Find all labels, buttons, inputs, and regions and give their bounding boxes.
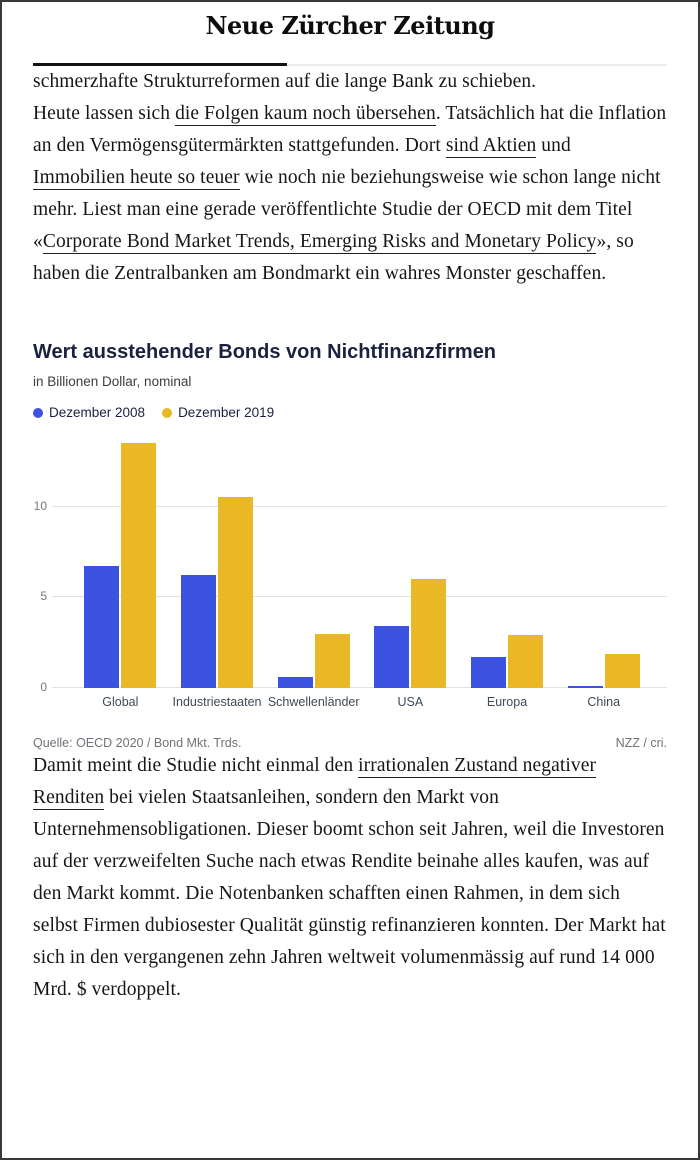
chart-title: Wert ausstehender Bonds von Nichtfinanzfirmen <box>33 341 497 363</box>
chart-source-row <box>33 736 667 750</box>
reading-progress-fill <box>33 63 287 66</box>
bar <box>315 634 350 688</box>
x-category-label: USA <box>397 695 424 709</box>
reading-progress-track <box>33 64 667 66</box>
chart-source: Quelle: OECD 2020 / Bond Mkt. Trds. <box>33 736 242 750</box>
bar <box>181 575 216 688</box>
bar-groups <box>72 433 652 688</box>
bar-group-europa <box>459 433 556 688</box>
paragraph <box>33 750 667 1006</box>
text-run: bei vielen Staatsanleihen, sondern den Markt von Unternehmensobligationen. Dieser boomt schon seit Jahren, weil die Investoren auf der verzweifelten Suche nach etwas Rendite beinahe alles kaufen, was auf den Markt kommt. Die Notenbanken schafften einen Rahmen, in dem sich selbst Firmen dubiosester Qualität günstig refinanzieren konnten. Der Markt hat sich in den vergangenen zehn Jahren weltweit volumenmässig auf rund 14 000 Mrd. $ verdoppelt. <box>33 787 666 1000</box>
legend-dot-icon <box>33 408 43 418</box>
legend-label: Dezember 2019 <box>178 405 275 420</box>
bar <box>218 497 253 688</box>
y-tick-label: 0 <box>40 680 47 694</box>
inline-link[interactable]: die Folgen kaum noch übersehen <box>175 103 436 124</box>
chart-credit: NZZ / cri. <box>615 736 667 750</box>
bar <box>605 654 640 688</box>
chart-subtitle: in Billionen Dollar, nominal <box>33 374 192 389</box>
bond-chart <box>33 340 667 750</box>
inline-link[interactable]: Corporate Bond Market Trends, Emerging Risks and Monetary Policy <box>42 231 597 252</box>
y-tick-label: 10 <box>33 498 47 513</box>
bar <box>471 657 506 688</box>
legend-item <box>162 405 274 420</box>
text-run: und <box>536 135 571 156</box>
paragraph <box>33 66 667 98</box>
inline-link[interactable]: irrationalen Zustand negativer Renditen <box>33 755 597 808</box>
legend-dot-icon <box>162 408 172 418</box>
nzz-masthead-logo[interactable]: Neue Zürcher Zeitung <box>205 11 495 40</box>
text-run: schmerzhafte Strukturreformen auf die lange Bank zu schieben. <box>33 71 537 92</box>
bar-group-schwellenländer <box>265 433 362 688</box>
x-category-label: China <box>587 695 621 709</box>
bar-group-china <box>555 433 652 688</box>
inline-link[interactable]: sind Aktien <box>445 135 537 156</box>
legend-item <box>33 405 145 420</box>
bar <box>411 579 446 688</box>
page-header <box>33 2 667 66</box>
article-body <box>33 66 667 1006</box>
bar <box>121 443 156 688</box>
paragraph <box>33 98 667 290</box>
text-run: . Tatsächlich hat die Inflation an den Vermögensgütermärkten stattgefunden. Dort <box>33 103 667 156</box>
x-category-label: Schwellenländer <box>267 695 360 709</box>
bar <box>374 626 409 688</box>
x-category-label: Industriestaaten <box>172 695 262 709</box>
text-run: », so haben die Zentralbanken am Bondmarkt ein wahres Monster geschaffen. <box>33 231 634 284</box>
bar-group-industriestaaten <box>169 433 266 688</box>
chart-legend <box>33 405 667 420</box>
bar <box>278 677 313 688</box>
text-run: wie noch nie beziehungsweise wie schon lange nicht mehr. Liest man eine gerade veröffentlichte Studie der OECD mit dem Titel « <box>33 167 661 252</box>
inline-link[interactable]: Immobilien heute so teuer <box>33 167 240 188</box>
legend-label: Dezember 2008 <box>49 405 146 420</box>
x-category-label: Global <box>102 695 139 709</box>
chart-x-axis-labels <box>72 695 652 709</box>
bar <box>508 635 543 688</box>
bar-group-global <box>72 433 169 688</box>
bar <box>84 566 119 688</box>
y-tick-label: 5 <box>40 589 47 604</box>
chart-plot-area <box>33 433 667 694</box>
masthead-row <box>33 2 667 41</box>
x-category-label: Europa <box>486 695 528 709</box>
bar <box>568 686 603 688</box>
text-run: Heute lassen sich <box>33 103 176 124</box>
bar-group-usa <box>362 433 459 688</box>
text-run: Damit meint die Studie nicht einmal den <box>33 755 359 776</box>
article-page <box>2 2 698 1006</box>
